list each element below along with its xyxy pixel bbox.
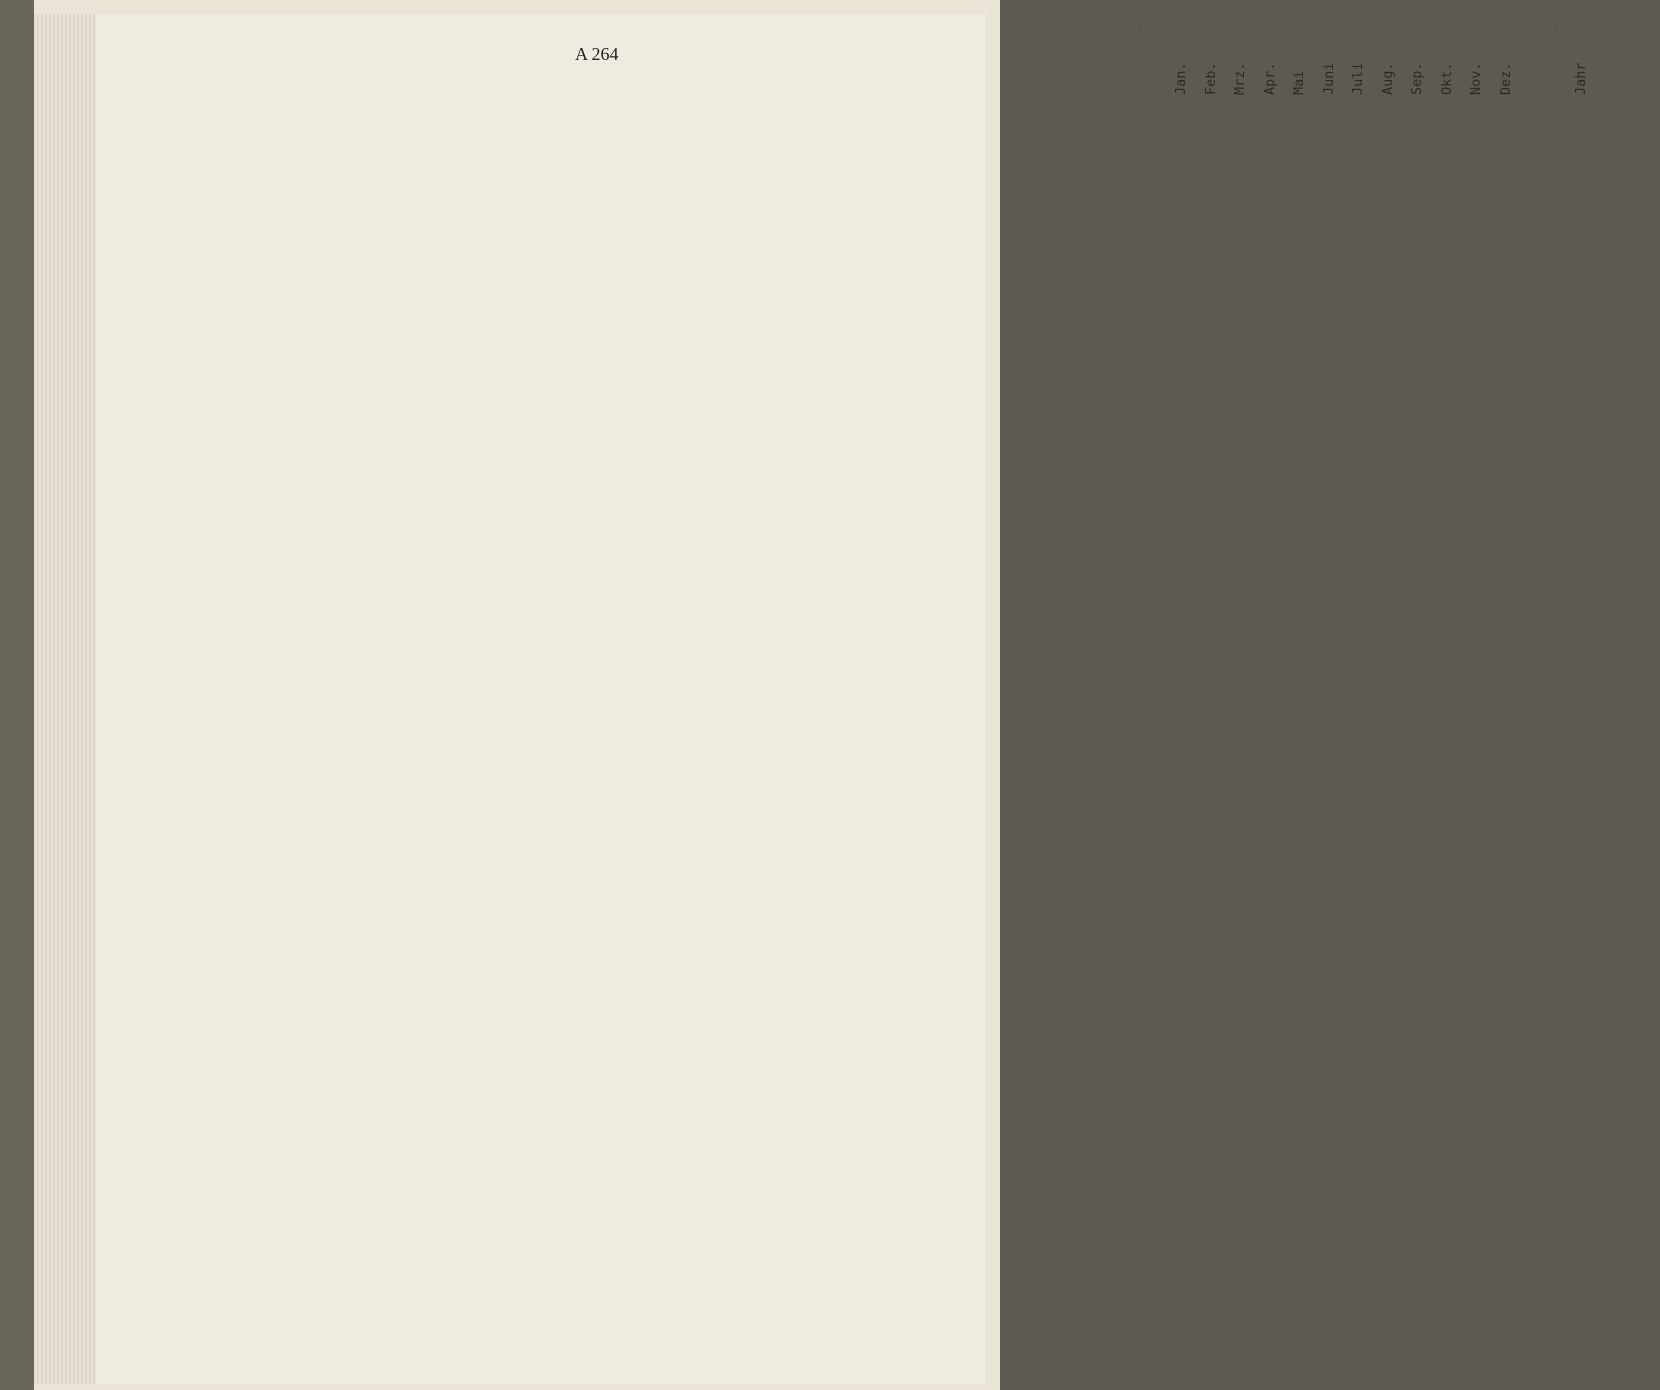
row-month: Jahr xyxy=(1573,62,1589,95)
row-month: Juni xyxy=(1320,62,1337,95)
cell-mean xyxy=(1321,0,1337,15)
cell-mean xyxy=(1468,0,1484,15)
rule-bottom xyxy=(1610,0,1611,95)
cell-mean xyxy=(1498,0,1514,15)
cell-mean xyxy=(1439,0,1455,15)
climate-table xyxy=(905,0,1660,95)
cell-mean xyxy=(1203,0,1219,15)
cell-mean xyxy=(1573,0,1589,15)
rule-before-year xyxy=(1555,0,1556,95)
cell-mean xyxy=(1380,0,1396,15)
cell-mean xyxy=(1173,0,1189,15)
cell-mean xyxy=(1262,0,1278,15)
row-month: Dez. xyxy=(1497,62,1514,95)
cell-mean xyxy=(1350,0,1366,15)
row-month: Okt. xyxy=(1438,62,1455,95)
rule-top xyxy=(1015,0,1016,95)
row-month: Apr. xyxy=(1261,62,1278,95)
page-number: A 264 xyxy=(575,44,619,64)
row-month: Juli xyxy=(1350,62,1366,95)
page-sheet xyxy=(96,14,986,1384)
row-month: Mrz. xyxy=(1232,62,1248,95)
row-month: Mai xyxy=(1291,70,1307,95)
row-month: Sep. xyxy=(1409,62,1425,95)
row-month: Jan. xyxy=(1173,62,1189,95)
rule-header xyxy=(1139,0,1140,95)
row-month: Nov. xyxy=(1468,62,1484,95)
row-month: Feb. xyxy=(1202,62,1219,95)
row-month: Aug. xyxy=(1379,62,1396,95)
cell-mean xyxy=(1409,0,1425,15)
binding-shadow xyxy=(0,0,34,1390)
cell-mean xyxy=(1291,0,1307,15)
cell-mean xyxy=(1232,0,1248,15)
page-edges xyxy=(34,14,96,1384)
